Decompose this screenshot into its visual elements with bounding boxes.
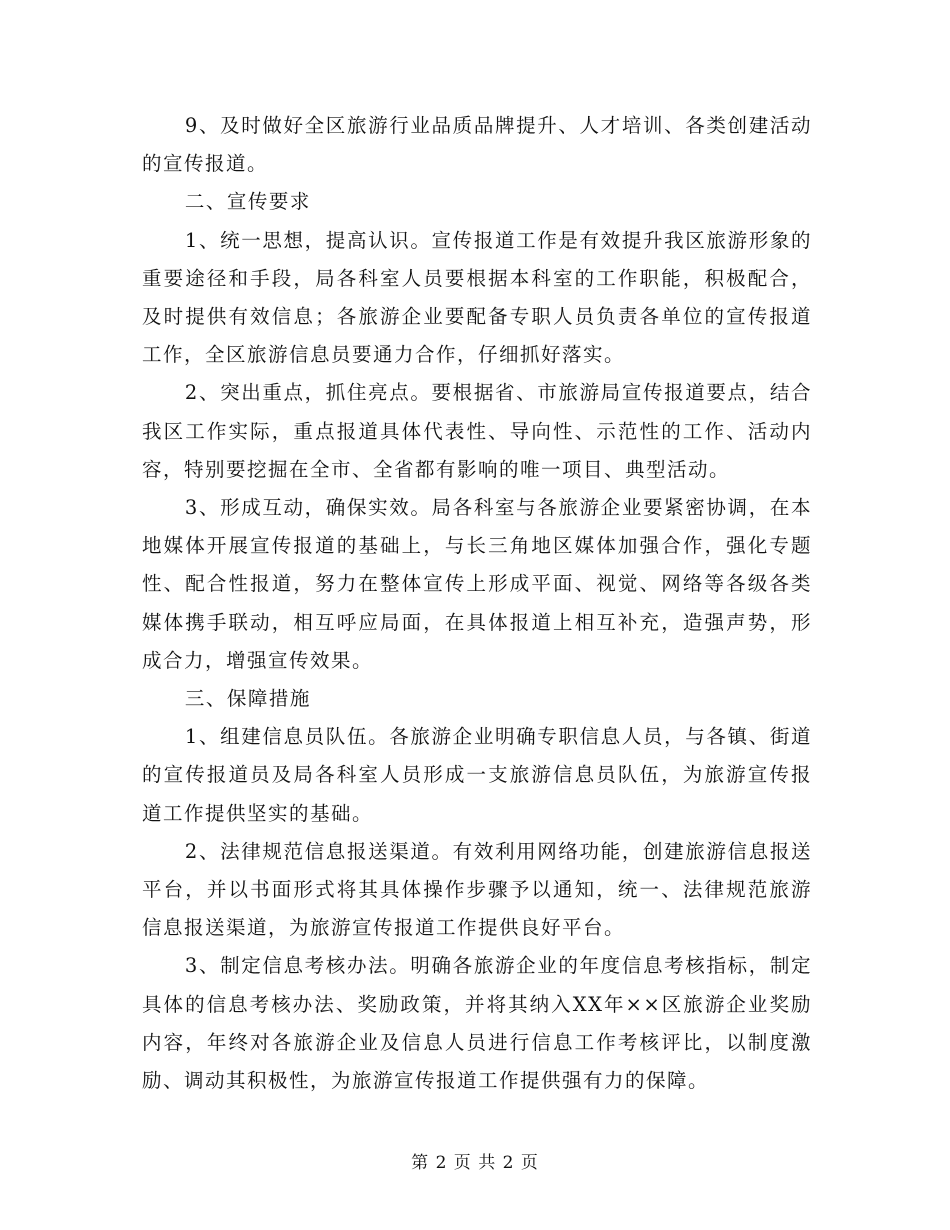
section-heading-requirements: 二、宣传要求 xyxy=(184,190,311,214)
paragraph-requirement-1: 1、统一思想，提高认识。宣传报道工作是有效提升我区旅游形象的重要途径和手段，局各科室人员要根据本科室的工作职能，积极配合，及时提供有效信息；各旅游企业要配备专职人员负责各单位的宣传报道工作，全区旅游信息员要通力合作，仔细抓好落实。 xyxy=(142,228,812,367)
paragraph-item-9: 9、及时做好全区旅游行业品质品牌提升、人才培训、各类创建活动的宣传报道。 xyxy=(142,114,812,176)
paragraph-measure-3: 3、制定信息考核办法。明确各旅游企业的年度信息考核指标，制定具体的信息考核办法、奖励政策，并将其纳入XX年××区旅游企业奖励内容，年终对各旅游企业及信息人员进行信息工作考核评比，以制度激励、调动其积极性，为旅游宣传报道工作提供强有力的保障。 xyxy=(142,954,812,1093)
section-heading-measures: 三、保障措施 xyxy=(184,687,311,711)
page-number-footer: 第 2 页 共 2 页 xyxy=(411,1153,539,1173)
paragraph-requirement-2: 2、突出重点，抓住亮点。要根据省、市旅游局宣传报道要点，结合我区工作实际，重点报道具体代表性、导向性、示范性的工作、活动内容，特别要挖掘在全市、全省都有影响的唯一项目、典型活动。 xyxy=(142,381,812,481)
paragraph-measure-1: 1、组建信息员队伍。各旅游企业明确专职信息人员，与各镇、街道的宣传报道员及局各科室人员形成一支旅游信息员队伍，为旅游宣传报道工作提供坚实的基础。 xyxy=(142,725,812,825)
paragraph-measure-2: 2、法律规范信息报送渠道。有效利用网络功能，创建旅游信息报送平台，并以书面形式将其具体操作步骤予以通知，统一、法律规范旅游信息报送渠道，为旅游宣传报道工作提供良好平台。 xyxy=(142,839,812,940)
document-body xyxy=(142,107,812,1100)
paragraph-requirement-3: 3、形成互动，确保实效。局各科室与各旅游企业要紧密协调，在本地媒体开展宣传报道的基础上，与长三角地区媒体加强合作，强化专题性、配合性报道，努力在整体宣传上形成平面、视觉、网络等各级各类媒体携手联动，相互呼应局面，在具体报道上相互补充，造强声势，形成合力，增强宣传效果。 xyxy=(142,496,812,672)
